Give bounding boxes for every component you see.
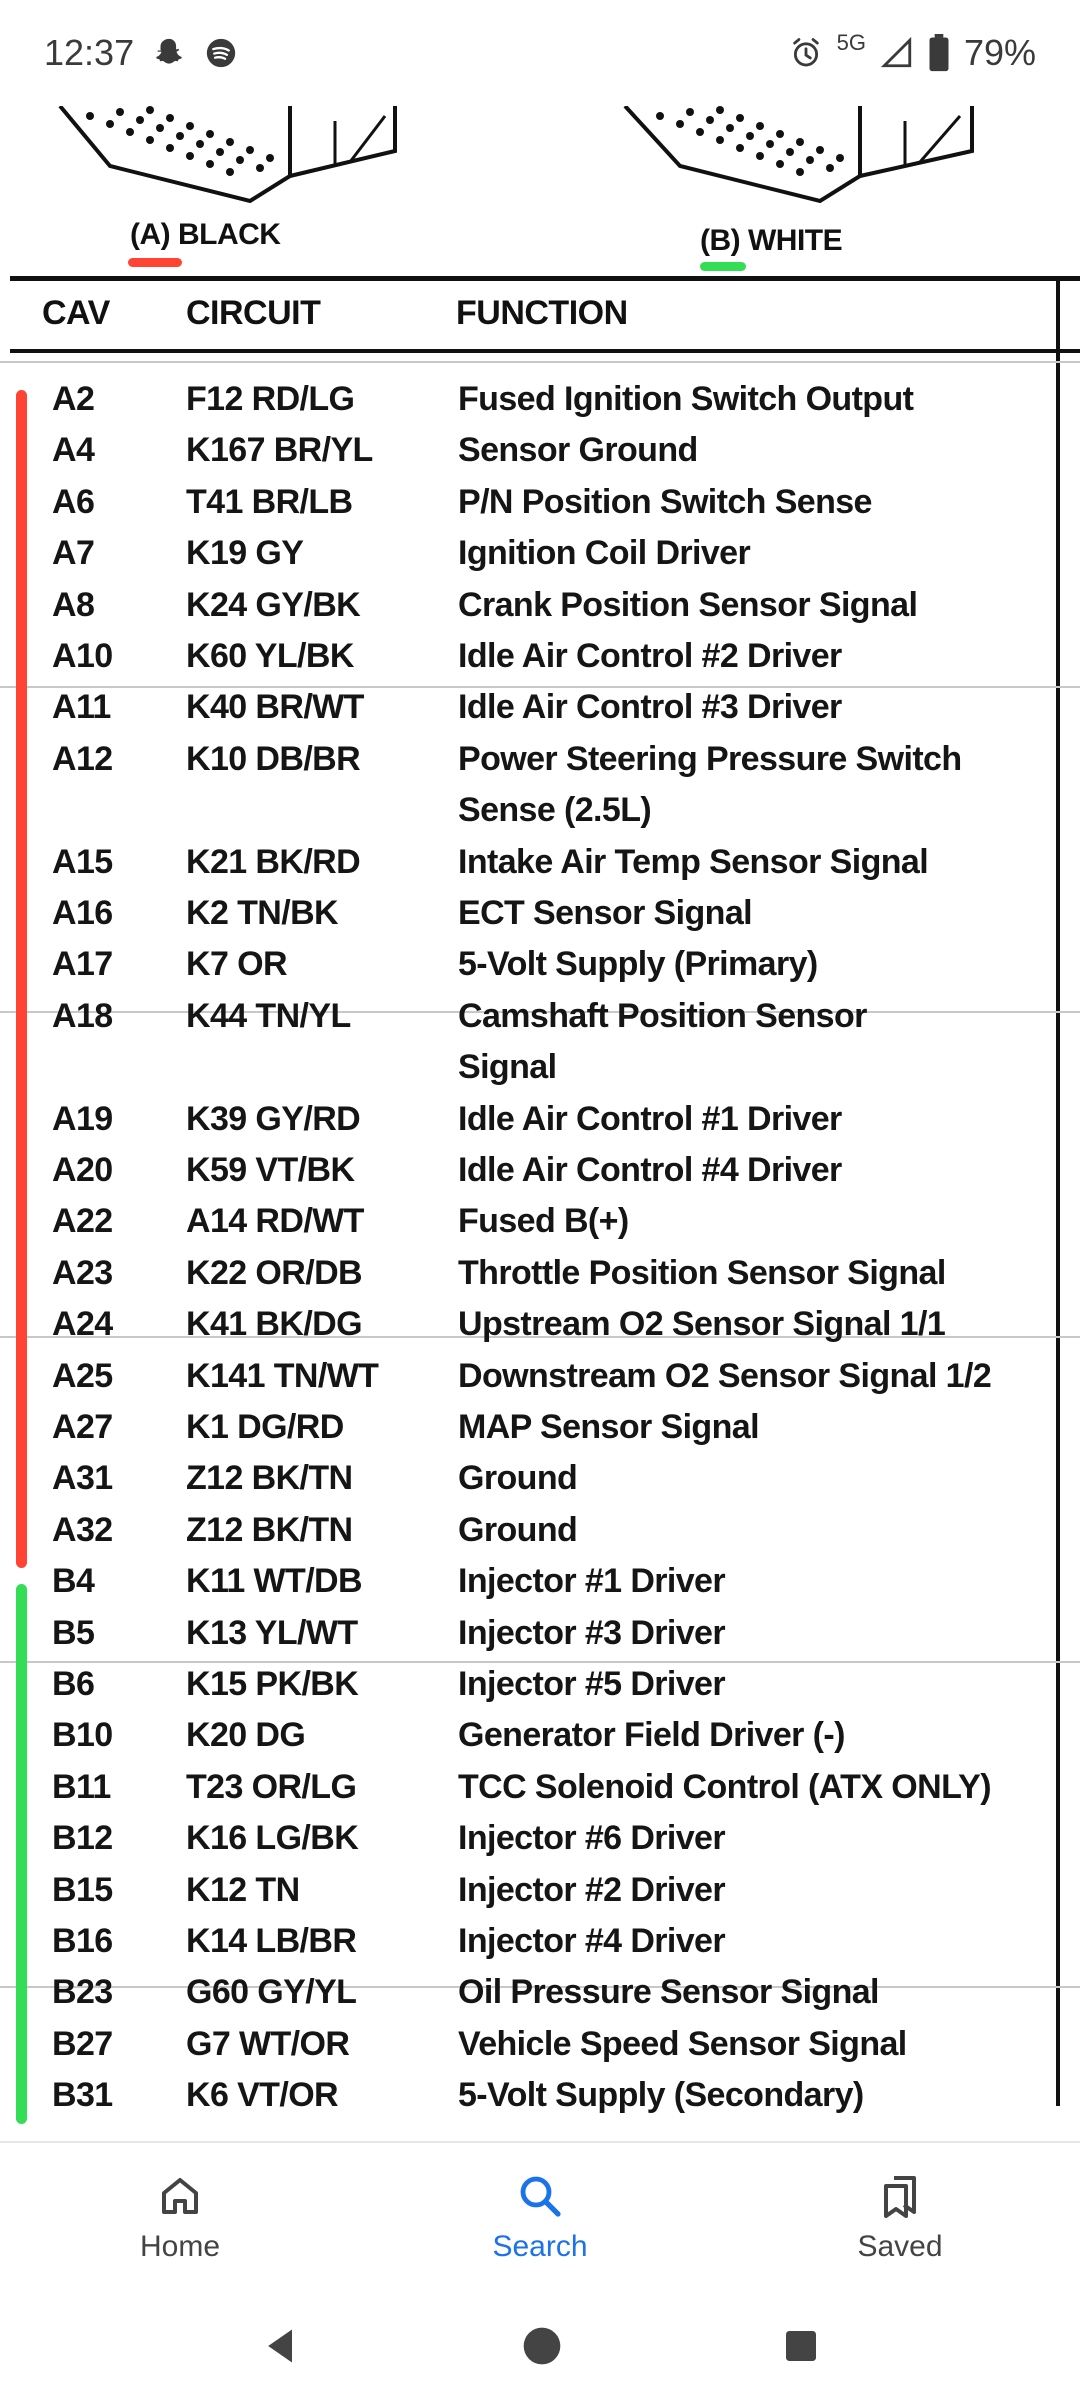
cell-cav: B16 — [52, 1922, 113, 1960]
cell-circuit: G7 WT/OR — [186, 2024, 350, 2063]
cell-cav: A2 — [52, 380, 95, 418]
cell-function: Injector #4 Driver — [458, 1922, 725, 1960]
cell-circuit: K1 DG/RD — [186, 1408, 344, 1446]
back-icon[interactable] — [259, 2324, 303, 2368]
cell-circuit: A14 RD/WT — [186, 1202, 364, 1241]
cell-function: Injector #3 Driver — [458, 1613, 725, 1652]
cell-function: Idle Air Control #2 Driver — [458, 637, 842, 675]
cell-function: 5-Volt Supply (Primary) — [458, 945, 818, 984]
cell-circuit: K7 OR — [186, 945, 287, 984]
connector-a-illustration — [50, 106, 410, 206]
cell-cav: A23 — [52, 1253, 113, 1292]
nav-saved[interactable] — [720, 2143, 1080, 2293]
cell-cav: A8 — [52, 585, 95, 624]
cell-function: Injector #2 Driver — [458, 1870, 725, 1909]
cell-circuit: K14 LB/BR — [186, 1922, 357, 1960]
table-top-border — [10, 276, 1080, 281]
cell-function: Camshaft Position Sensor — [458, 996, 867, 1035]
cell-circuit: K11 WT/DB — [186, 1562, 362, 1601]
cell-function: ECT Sensor Signal — [458, 894, 752, 932]
cell-cav: B6 — [52, 1665, 95, 1703]
cell-circuit: K24 GY/BK — [186, 585, 361, 624]
cell-function: Fused B(+) — [458, 1202, 629, 1241]
cell-cav: B31 — [52, 2076, 113, 2115]
table-right-border — [1056, 276, 1060, 2106]
cell-function: Injector #1 Driver — [458, 1562, 725, 1601]
connector-b-color-mark — [700, 262, 746, 271]
wiring-diagram-image[interactable] — [0, 106, 1080, 2141]
cell-circuit: T23 OR/LG — [186, 1767, 357, 1806]
bookmarks-icon — [876, 2172, 924, 2220]
cell-function: Throttle Position Sensor Signal — [458, 1253, 946, 1292]
connector-a-range-bar — [16, 390, 27, 1568]
cell-cav: A19 — [52, 1099, 113, 1138]
alarm-icon — [789, 36, 823, 70]
cell-circuit: K40 BR/WT — [186, 688, 364, 727]
cell-function: TCC Solenoid Control (ATX ONLY) — [458, 1767, 991, 1806]
connector-b-illustration — [620, 106, 980, 206]
cell-function: Ignition Coil Driver — [458, 534, 751, 573]
recents-icon[interactable] — [781, 2326, 821, 2366]
header-cav: CAV — [42, 294, 110, 332]
cell-cav: A27 — [52, 1408, 113, 1446]
cell-circuit: K44 TN/YL — [186, 996, 351, 1035]
snapchat-icon — [152, 36, 186, 70]
cell-function: Downstream O2 Sensor Signal 1/2 — [458, 1356, 992, 1395]
cell-cav: A31 — [52, 1459, 113, 1498]
cell-cav: A24 — [52, 1305, 113, 1344]
cell-circuit: K22 OR/DB — [186, 1253, 362, 1292]
network-type: 5G — [836, 30, 866, 55]
nav-home-label: Home — [139, 2230, 221, 2263]
system-navigation-bar — [0, 2291, 1080, 2400]
cell-circuit: K2 TN/BK — [186, 894, 338, 932]
cell-circuit: K41 BK/DG — [186, 1305, 362, 1344]
cell-function: Ground — [458, 1459, 578, 1498]
connector-b-range-bar — [16, 1584, 27, 2124]
cell-circuit: K21 BK/RD — [186, 842, 361, 881]
cell-cav: A12 — [52, 739, 113, 778]
cell-circuit: K59 VT/BK — [186, 1151, 355, 1189]
signal-icon — [880, 36, 914, 70]
cell-circuit: Z12 BK/TN — [186, 1459, 353, 1498]
nav-saved-label: Saved — [857, 2230, 943, 2263]
cell-cav: A18 — [52, 996, 113, 1035]
connector-b-label: (B) WHITE — [700, 224, 843, 257]
status-bar — [0, 0, 1080, 106]
cell-function: Idle Air Control #3 Driver — [458, 688, 842, 727]
cell-function: Power Steering Pressure Switch — [458, 739, 962, 778]
status-time: 12:37 — [44, 32, 135, 73]
cell-function: Idle Air Control #4 Driver — [458, 1151, 842, 1189]
cell-cav: B10 — [52, 1716, 113, 1755]
cell-function: Ground — [458, 1510, 578, 1549]
cell-function: Sensor Ground — [458, 431, 698, 470]
cell-function-continued: Signal — [458, 1048, 557, 1087]
cell-circuit: G60 GY/YL — [186, 1973, 357, 2012]
cell-circuit: K60 YL/BK — [186, 637, 354, 675]
connector-a-color-mark — [128, 258, 182, 267]
cell-circuit: K13 YL/WT — [186, 1613, 358, 1652]
cell-function: Fused Ignition Switch Output — [458, 380, 914, 418]
cell-function: Vehicle Speed Sensor Signal — [458, 2024, 907, 2063]
cell-function: Idle Air Control #1 Driver — [458, 1099, 842, 1138]
cell-function: P/N Position Switch Sense — [458, 482, 872, 521]
cell-function: MAP Sensor Signal — [458, 1408, 759, 1446]
cell-circuit: K167 BR/YL — [186, 431, 373, 470]
cell-cav: A11 — [52, 688, 111, 727]
cell-circuit: K20 DG — [186, 1716, 306, 1755]
cell-circuit: T41 BR/LB — [186, 482, 353, 521]
battery-level: 79% — [963, 32, 1036, 73]
home-icon — [156, 2172, 204, 2220]
header-function: FUNCTION — [456, 294, 628, 332]
cell-circuit: K141 TN/WT — [186, 1356, 379, 1395]
status-left — [44, 32, 238, 74]
cell-circuit: K10 DB/BR — [186, 739, 361, 778]
connector-a-label: (A) BLACK — [130, 218, 281, 251]
cell-cav: A15 — [52, 842, 113, 881]
cell-cav: A20 — [52, 1151, 113, 1189]
cell-function: Injector #5 Driver — [458, 1665, 725, 1703]
spotify-icon — [204, 36, 238, 70]
cell-cav: B4 — [52, 1562, 95, 1601]
cell-cav: A7 — [52, 534, 95, 573]
cell-circuit: K12 TN — [186, 1870, 300, 1909]
nav-search[interactable] — [360, 2143, 720, 2293]
cell-cav: A10 — [52, 637, 113, 675]
cell-function-continued: Sense (2.5L) — [458, 791, 652, 830]
cell-cav: A16 — [52, 894, 113, 932]
cell-function: Upstream O2 Sensor Signal 1/1 — [458, 1305, 946, 1344]
status-right — [789, 32, 1036, 74]
cell-cav: A25 — [52, 1356, 113, 1395]
cell-circuit: F12 RD/LG — [186, 380, 355, 418]
nav-search-label: Search — [492, 2230, 588, 2263]
cell-cav: A17 — [52, 945, 113, 984]
cell-cav: B11 — [52, 1767, 111, 1806]
cell-circuit: K6 VT/OR — [186, 2076, 339, 2115]
cell-cav: B15 — [52, 1870, 113, 1909]
cell-cav: A6 — [52, 482, 95, 521]
cell-circuit: K16 LG/BK — [186, 1819, 359, 1858]
cell-circuit: K19 GY — [186, 534, 304, 573]
cell-function: Intake Air Temp Sensor Signal — [458, 842, 929, 881]
home-button-icon[interactable] — [520, 2324, 564, 2368]
cell-cav: B27 — [52, 2024, 113, 2063]
battery-icon — [928, 34, 950, 72]
table-header-border — [10, 349, 1080, 353]
cell-function: Oil Pressure Sensor Signal — [458, 1973, 879, 2012]
cell-cav: A22 — [52, 1202, 113, 1241]
cell-cav: B12 — [52, 1819, 113, 1858]
cell-circuit: Z12 BK/TN — [186, 1510, 353, 1549]
cell-cav: B5 — [52, 1613, 95, 1652]
header-circuit: CIRCUIT — [186, 294, 321, 332]
scan-line — [0, 361, 1080, 363]
bottom-navigation — [0, 2141, 1080, 2293]
cell-circuit: K15 PK/BK — [186, 1665, 359, 1703]
cell-function: Crank Position Sensor Signal — [458, 585, 918, 624]
cell-cav: A32 — [52, 1510, 113, 1549]
cell-cav: B23 — [52, 1973, 113, 2012]
cell-function: 5-Volt Supply (Secondary) — [458, 2076, 864, 2115]
nav-home[interactable] — [0, 2143, 360, 2293]
cell-cav: A4 — [52, 431, 95, 470]
cell-function: Injector #6 Driver — [458, 1819, 725, 1858]
search-icon — [516, 2172, 564, 2220]
cell-circuit: K39 GY/RD — [186, 1099, 361, 1138]
cell-function: Generator Field Driver (-) — [458, 1716, 845, 1755]
